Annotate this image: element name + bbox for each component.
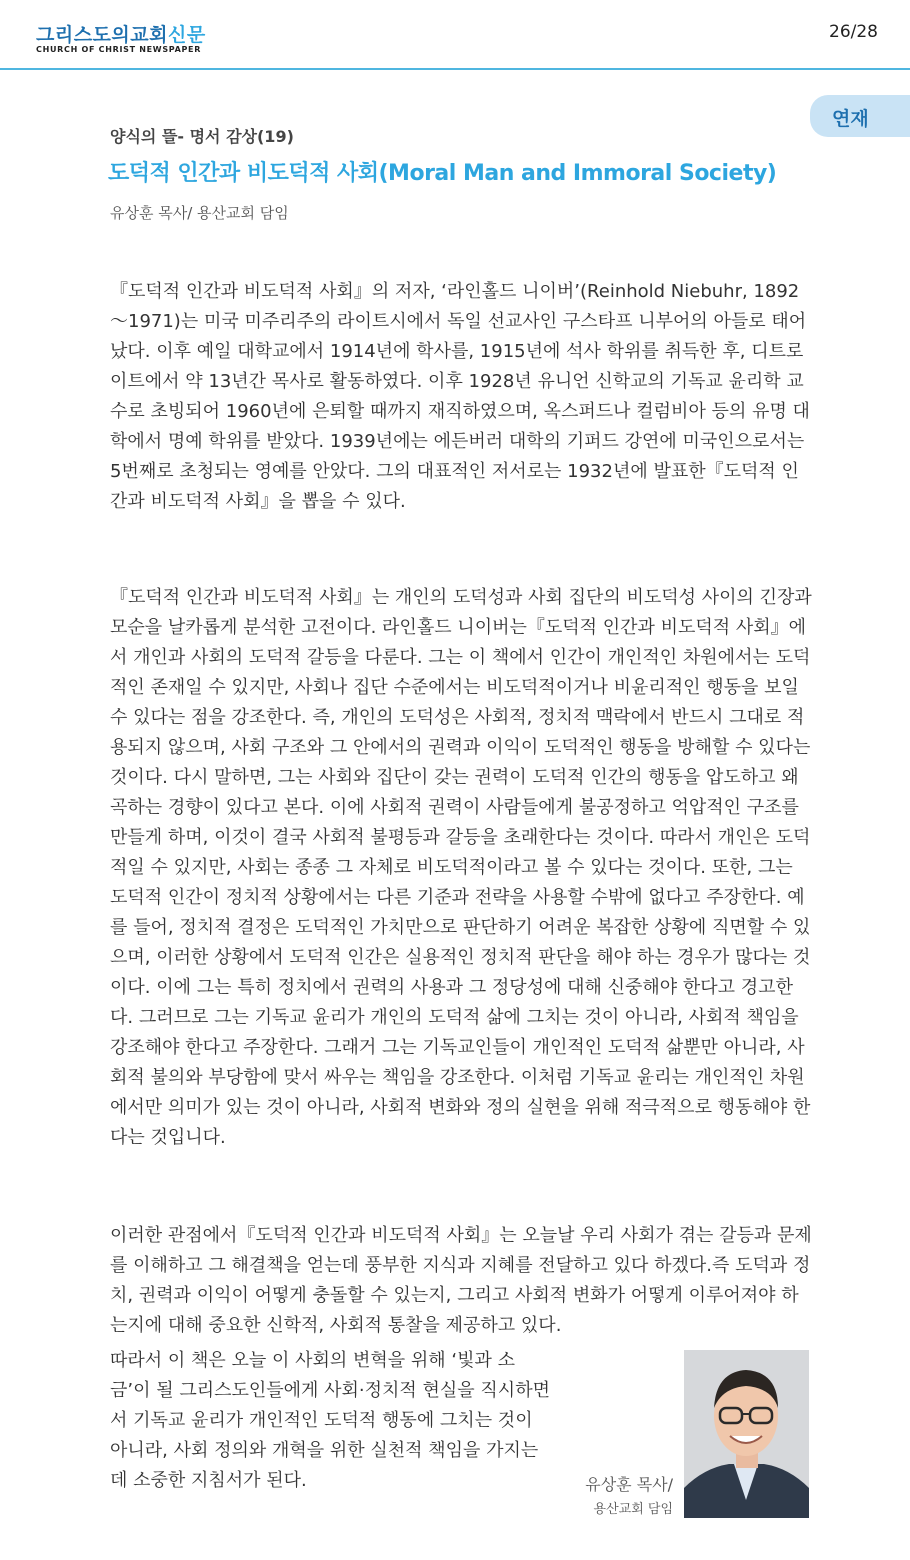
paragraph-3: 이러한 관점에서『도덕적 인간과 비도덕적 사회』는 오늘날 우리 사회가 겪는 갈등과 문제를 이해하고 그 해결책을 얻는데 풍부한 지식과 지혜를 전달하고 있다 하겠다.즉 도덕과 정치, 권력과 이익이 어떻게 충돌할 수 있는지, 그리고 사회적 변화가 어떻게 이루어져야 하는지에 대해 중요한 신학적, 사회적 통찰을 제공하고 있다. — [110, 1225, 812, 1336]
section-tab-label: 연재 — [832, 108, 869, 130]
masthead — [0, 0, 910, 70]
logo-korean-accent: 신문 — [167, 24, 206, 46]
page-number: 26/28 — [829, 22, 878, 42]
logo-english: CHURCH OF CHRIST NEWSPAPER — [36, 45, 202, 54]
photo-caption-name: 유상훈 목사/ — [585, 1475, 673, 1494]
section-tab — [810, 95, 910, 137]
paragraph-4: 따라서 이 책은 오늘 이 사회의 변혁을 위해 ‘빛과 소금’이 될 그리스도인들에게 사회·정치적 현실을 직시하면서 기독교 윤리가 개인적인 도덕적 행동에 그치는 것이 아니라, 사회 정의와 개혁을 위한 실천적 책임을 가지는데 소중한 지침서가 된다. — [110, 1350, 550, 1491]
paragraph-2: 『도덕적 인간과 비도덕적 사회』는 개인의 도덕성과 사회 집단의 비도덕성 사이의 긴장과 모순을 날카롭게 분석한 고전이다. 라인홀드 니이버는『도덕적 인간과 비도덕적 사회』에서 개인과 사회의 도덕적 갈등을 다룬다. 그는 이 책에서 인간이 개인적인 차원에서는 도덕적인 존재일 수 있지만, 사회나 집단 수준에서는 비도덕적이거나 비윤리적인 행동을 보일 수 있다는 점을 강조한다. 즉, 개인의 도덕성은 사회적, 정치적 맥락에서 반드시 그대로 적용되지 않으며, 사회 구조와 그 안에서의 권력과 이익이 도덕적인 행동을 방해할 수 있다는 것이다. 다시 말하면, 그는 사회와 집단이 갖는 권력이 도덕적 인간의 행동을 압도하고 왜곡하는 경향이 있다고 본다. 이에 사회적 권력이 사람들에게 불공정하고 억압적인 구조를 만들게 하며, 이것이 결국 사회적 불평등과 갈등을 초래한다는 것이다. 따라서 개인은 도덕적일 수 있지만, 사회는 종종 그 자체로 비도덕적이라고 볼 수 있다는 것이다. 또한, 그는 도덕적 인간이 정치적 상황에서는 다른 기준과 전략을 사용할 수밖에 없다고 주장한다. 예를 들어, 정치적 결정은 도덕적인 가치만으로 판단하기 어려운 복잡한 상황에 직면할 수 있으며, 이러한 상황에서 도덕적 인간은 실용적인 정치적 판단을 해야 하는 경우가 많다는 것이다. 이에 그는 특히 정치에서 권력의 사용과 그 정당성에 대해 신중해야 한다고 경고한다. 그러므로 그는 기독교 윤리가 개인의 도덕적 삶에 그치는 것이 아니라, 사회적 책임을 강조해야 한다고 주장한다. 그래거 그는 기독교인들이 개인적인 도덕적 삶뿐만 아니라, 사회적 불의와 부당함에 맞서 싸우는 책임을 강조한다. 이처럼 기독교 윤리는 개인적인 차원에서만 의미가 있는 것이 아니라, 사회적 변화와 정의 실현을 위해 적극적으로 행동해야 한다는 것입니다. — [110, 587, 812, 1148]
photo-caption-church: 용산교회 담임 — [593, 1502, 673, 1517]
author-photo — [684, 1350, 809, 1518]
series-title: 양식의 뜰- 명서 감상(19) — [110, 127, 294, 146]
article-byline: 유상훈 목사/ 용산교회 담임 — [110, 204, 289, 222]
paragraph-1: 『도덕적 인간과 비도덕적 사회』의 저자, ‘라인홀드 니이버’(Reinhold Niebuhr, 1892～1971)는 미국 미주리주의 라이트시에서 독일 선교사인 구스타프 니부어의 아들로 태어났다. 이후 예일 대학교에서 1914년에 학사를, 1915년에 석사 학위를 취득한 후, 디트로이트에서 약 13년간 목사로 활동하였다. 이후 1928년 유니언 신학교의 기독교 윤리학 교수로 초빙되어 1960년에 은퇴할 때까지 재직하였으며, 옥스퍼드나 컬럼비아 등의 유명 대학에서 명예 학위를 받았다. 1939년에는 에든버러 대학의 기퍼드 강연에 미국인으로서는 5번째로 초청되는 영예를 안았다. 그의 대표적인 저서로는 1932년에 발표한『도덕적 인간과 비도덕적 사회』을 뽑을 수 있다. — [110, 281, 810, 512]
newspaper-logo[interactable] — [36, 20, 206, 47]
article-title: 도덕적 인간과 비도덕적 사회(Moral Man and Immoral Society) — [108, 161, 777, 186]
logo-korean-main: 그리스도의교회 — [36, 24, 168, 46]
